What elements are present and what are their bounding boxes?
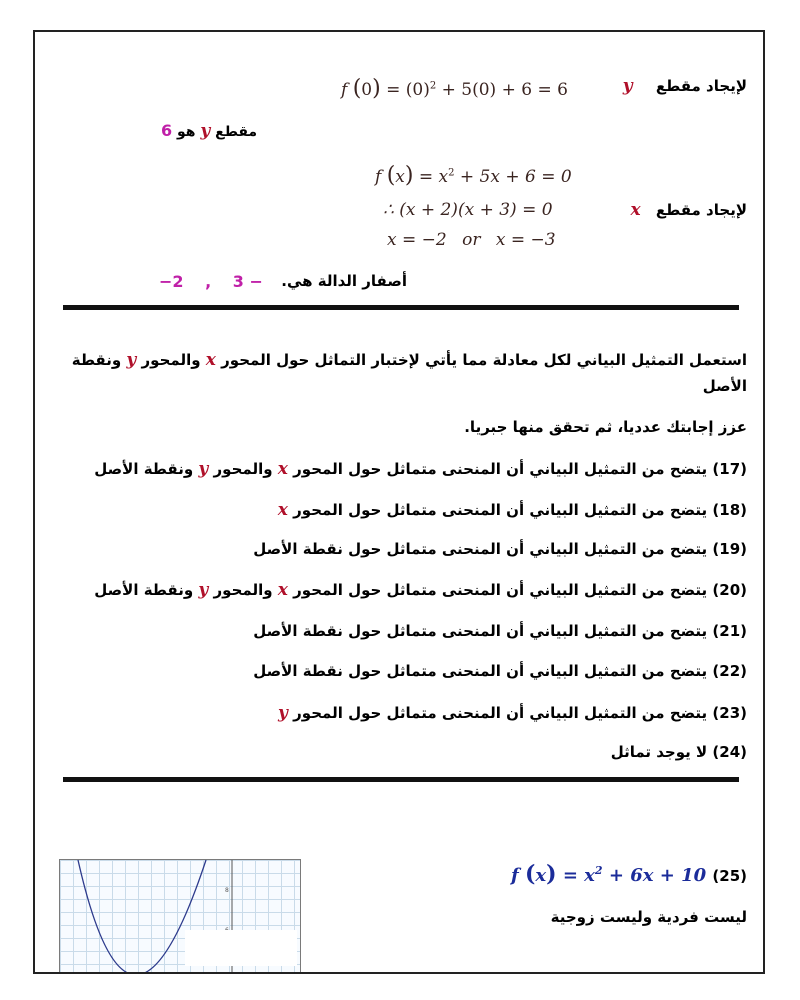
y-intercept-result: مقطع y هو 6 [161, 121, 258, 141]
x-intercept-equation-3: x = −2 or x = −3 [387, 230, 556, 250]
divider-2 [63, 777, 739, 782]
y-intercept-equation: f $(0) = (0)^2 + 5(0) + 6 = 6$ [341, 76, 568, 101]
x-intercept-equation-1: f $(x) = x^2 + 5x + 6 = 0$ [375, 163, 572, 188]
answer-24: (24) لا يوجد تماثل [610, 743, 747, 761]
instructions-line-2: الأصل [702, 377, 747, 395]
zeros-label: أصفار الدالة هي. [281, 272, 407, 290]
answer-18: (18) يتضح من التمثيل البياني أن المنحنى متماثل حول المحور x [277, 500, 747, 520]
graph-overlay [185, 930, 297, 966]
answer-17: (17) يتضح من التمثيل البياني أن المنحنى متماثل حول المحور x والمحور y ونقطة الأصل [94, 459, 747, 479]
graph-tick-label: 8 [225, 887, 229, 894]
y-intercept-heading: لإيجاد مقطع y [622, 76, 747, 96]
instructions-line-3: عزز إجابتك عدديا، ثم تحقق منها جبريا. [464, 418, 747, 436]
x-intercept-heading: لإيجاد مقطع x [630, 200, 747, 220]
parabola-graph [59, 859, 301, 974]
question-25: f $(x) = x^2 + 6x + 10$ (25) [510, 861, 747, 887]
answer-21: (21) يتضح من التمثيل البياني أن المنحنى متماثل حول نقطة الأصل [253, 622, 747, 640]
page-frame [33, 30, 765, 974]
question-25-equation: f $(x) = x^2 + 6x + 10$ [510, 861, 707, 887]
answer-23: (23) يتضح من التمثيل البياني أن المنحنى متماثل حول المحور y [278, 703, 747, 723]
zeros-values: −2 , 3 − [159, 272, 263, 291]
var-y: y [622, 76, 633, 96]
answer-20: (20) يتضح من التمثيل البياني أن المنحنى متماثل حول المحور x والمحور y ونقطة الأصل [94, 580, 747, 600]
answer-19: (19) يتضح من التمثيل البياني أن المنحنى متماثل حول نقطة الأصل [253, 540, 747, 558]
divider-1 [63, 305, 739, 310]
answer-22: (22) يتضح من التمثيل البياني أن المنحنى متماثل حول نقطة الأصل [253, 662, 747, 680]
instructions-line-1: استعمل التمثيل البياني لكل معادلة مما يأتي لإختبار التماثل حول المحور x والمحور y ونقطة [71, 350, 747, 370]
var-x: x [630, 200, 641, 220]
x-intercept-equation-2: ∴ (x + 2)(x + 3) = 0 [383, 200, 553, 220]
question-25-answer: ليست فردية وليست زوجية [550, 908, 747, 926]
parabola-graph-svg [60, 860, 300, 974]
